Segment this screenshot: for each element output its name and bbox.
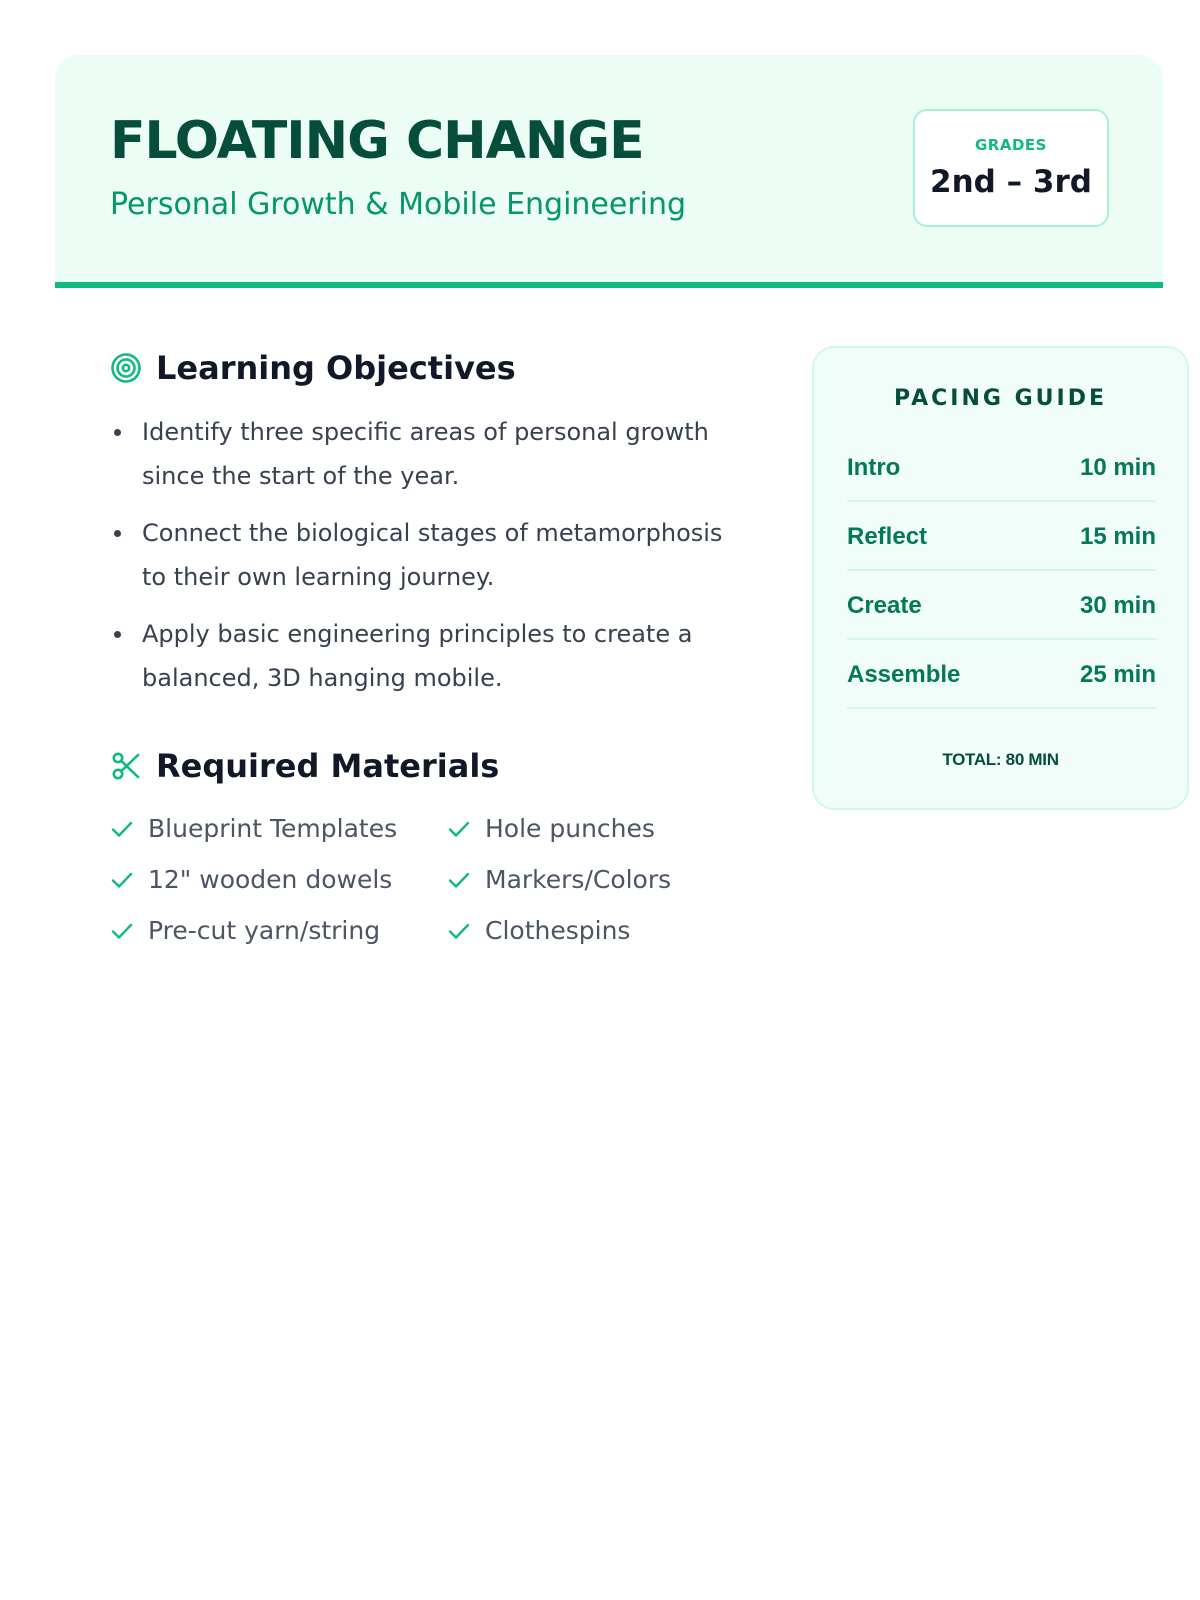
scissors-icon: [110, 750, 142, 782]
material-item: [447, 861, 727, 899]
material-label: Blueprint Templates: [148, 814, 398, 843]
check-icon: [447, 919, 471, 943]
lesson-header: [55, 55, 1163, 288]
bullet-dot: [114, 530, 121, 537]
grades-label: GRADES: [975, 136, 1047, 154]
objective-item: [110, 612, 750, 700]
pacing-duration: 10 min: [1079, 454, 1156, 481]
objectives-heading: [110, 348, 516, 388]
objectives-list: [110, 410, 750, 713]
pacing-guide-title: PACING GUIDE: [894, 386, 1107, 411]
material-label: 12" wooden dowels: [148, 865, 393, 894]
check-icon: [110, 817, 134, 841]
target-icon: [110, 352, 142, 384]
materials-heading: [110, 746, 499, 786]
objective-text: Apply basic engineering principles to create a balanced, 3D hanging mobile.: [142, 620, 693, 692]
material-item: [447, 912, 727, 950]
pacing-row: [847, 436, 1156, 502]
pacing-duration: 15 min: [1079, 523, 1156, 550]
bullet-dot: [114, 631, 121, 638]
lesson-title: FLOATING CHANGE: [110, 111, 644, 171]
pacing-total: TOTAL: 80 MIN: [942, 750, 1059, 769]
check-icon: [447, 868, 471, 892]
pacing-activity: Assemble: [847, 661, 961, 688]
objective-item: [110, 410, 750, 498]
pacing-duration: 25 min: [1079, 661, 1156, 688]
pacing-row: [847, 643, 1156, 709]
material-label: Clothespins: [485, 916, 631, 945]
grades-value: 2nd – 3rd: [930, 164, 1092, 200]
check-icon: [447, 817, 471, 841]
pacing-activity: Intro: [847, 454, 901, 481]
pacing-rows: [847, 436, 1156, 709]
material-item: [110, 861, 447, 899]
materials-list: [110, 810, 727, 950]
pacing-row: [847, 574, 1156, 640]
check-icon: [110, 868, 134, 892]
check-icon: [110, 919, 134, 943]
pacing-duration: 30 min: [1079, 592, 1156, 619]
objective-item: [110, 511, 750, 599]
material-item: [110, 810, 447, 848]
pacing-guide-card: [812, 346, 1189, 810]
material-label: Markers/Colors: [485, 865, 672, 894]
material-label: Hole punches: [485, 814, 655, 843]
material-item: [447, 810, 727, 848]
pacing-activity: Create: [847, 592, 922, 619]
material-label: Pre-cut yarn/string: [148, 916, 381, 945]
pacing-row: [847, 505, 1156, 571]
objectives-heading-text: Learning Objectives: [156, 349, 516, 387]
pacing-activity: Reflect: [847, 523, 928, 550]
material-item: [110, 912, 447, 950]
bullet-dot: [114, 429, 121, 436]
objective-text: Connect the biological stages of metamorphosis to their own learning journey.: [142, 519, 723, 591]
lesson-subtitle: Personal Growth & Mobile Engineering: [110, 187, 687, 222]
grades-badge: [913, 109, 1109, 227]
objective-text: Identify three specific areas of personal growth since the start of the year.: [142, 418, 709, 490]
materials-heading-text: Required Materials: [156, 747, 500, 785]
